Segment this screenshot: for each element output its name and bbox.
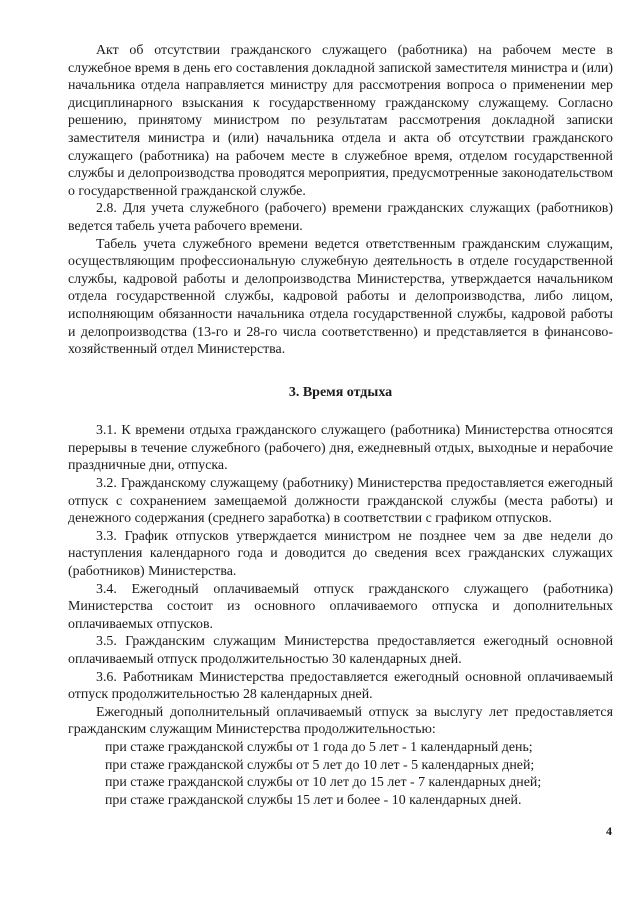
section-heading: 3. Время отдыха (288, 384, 393, 400)
list-item: при стаже гражданской службы от 10 лет до 15 лет - 7 календарных дней; (105, 775, 542, 791)
paragraph-3-4: 3.4. Ежегодный оплачиваемый отпуск гражданского служащего (работника) Министерства состоит из основного оплачиваемого отпуска и дополнительных оплачиваемых отпусков. (68, 581, 613, 632)
paragraph-3-6: 3.6. Работникам Министерства предоставляется ежегодный основной оплачиваемый отпуск продолжительностью 28 календарных дней. (68, 669, 613, 703)
paragraph-absence-act: Акт об отсутствии гражданского служащего (работника) на рабочем месте в служебное время в день его составления докладной запиской заместителя министра и (или) начальника отдела направляется министру для рассмотрения вопроса о применении мер дисциплинарного взыскания к государственному гражданскому служащему. Согласно решению, принятому министром по результатам рассмотрения докладной записки заместителя министра и (или) начальника отдела и акта об отсутствии гражданского служащего (работника) на рабочем месте в служебное время, отделом государственной службы и делопроизводства проводятся мероприятия, предусмотренные законодательством о государственной гражданской службе. (68, 43, 613, 199)
list-item: при стаже гражданской службы от 1 года до 5 лет - 1 календарный день; (105, 739, 533, 755)
paragraph-2-8: 2.8. Для учета служебного (рабочего) времени гражданских служащих (работников) ведется табель учета рабочего времени. (68, 201, 613, 234)
list-item: при стаже гражданской службы 15 лет и более - 10 календарных дней. (105, 792, 522, 808)
list-item: при стаже гражданской службы от 5 лет до 10 лет - 5 календарных дней; (105, 757, 535, 773)
paragraph-3-3: 3.3. График отпусков утверждается министром не позднее чем за две недели до наступления календарного года и доводится до сведения всех гражданских служащих (работников) Министерства. (68, 528, 613, 580)
paragraph-3-1: 3.1. К времени отдыха гражданского служащего (работника) Министерства относятся перерывы в течение служебного (рабочего) дня, ежедневный отдых, выходные и нерабочие праздничные дни, отпуска. (68, 423, 613, 474)
page-number: 4 (606, 824, 612, 838)
paragraph-3-5: 3.5. Гражданским служащим Министерства предоставляется ежегодный основной оплачиваемый отпуск продолжительностью 30 календарных дней. (68, 634, 613, 667)
service-length-list (68, 739, 613, 809)
paragraph-timesheet: Табель учета служебного времени ведется ответственным гражданским служащим, осуществляющим профессиональную служебную деятельность в отделе государственной службы, кадровой работы и делопроизводства Министерства, утверждается начальником отдела государственной службы, кадровой работы и делопроизводства, либо лицом, исполняющим обязанности начальника отдела государственной службы, кадровой работы и делопроизводства (13-го и 28-го числа соответственно) и представляется в финансово-хозяйственный отдел Министерства. (68, 236, 613, 358)
paragraph-3-2: 3.2. Гражданскому служащему (работнику) Министерства предоставляется ежегодный отпуск с сохранением замещаемой должности гражданской службы (места работы) и денежного содержания (среднего заработка) в соответствии с графиком отпусков. (68, 476, 613, 527)
paragraph-additional-leave: Ежегодный дополнительный оплачиваемый отпуск за выслугу лет предоставляется гражданским служащим Министерства продолжительностью: (68, 704, 613, 738)
